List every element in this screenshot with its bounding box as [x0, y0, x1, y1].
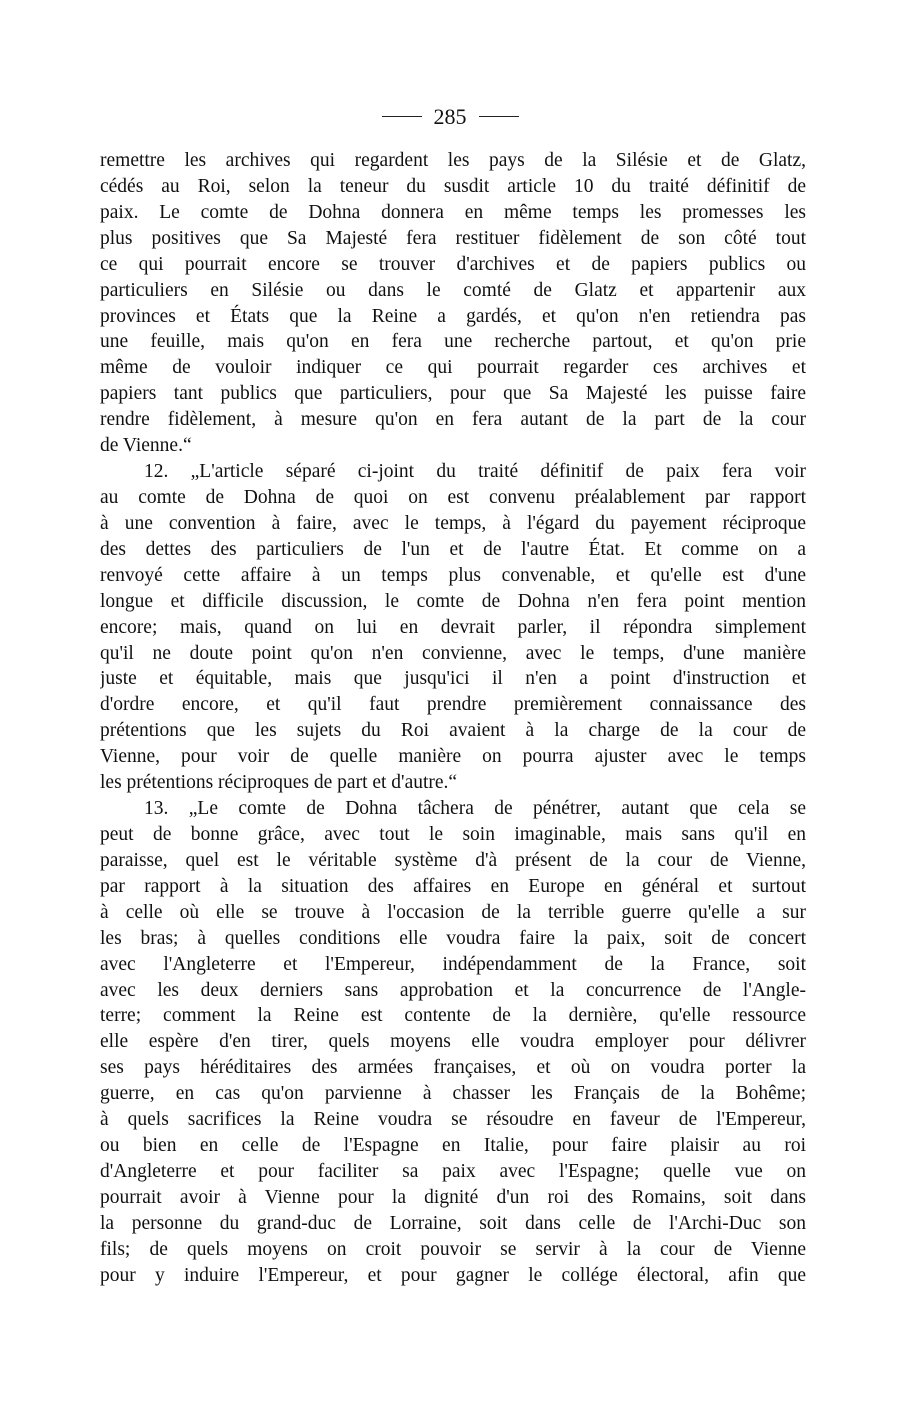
- text-line: particuliers en Silésie ou dans le comté de Glatz et appartenir aux: [100, 279, 806, 301]
- text-line: une feuille, mais qu'on en fera une recherche partout, et qu'on prie: [100, 331, 806, 353]
- page-header: [0, 100, 900, 130]
- text-line: pour y induire l'Empereur, et pour gagner le collége électoral, afin que: [100, 1264, 806, 1286]
- text-line: pourrait avoir à Vienne pour la dignité d'un roi des Romains, soit dans: [100, 1186, 806, 1208]
- text-line: par rapport à la situation des affaires en Europe en général et surtout: [100, 875, 806, 897]
- text-line: guerre, en cas qu'on parvienne à chasser les Français de la Bohême;: [100, 1083, 806, 1105]
- text-line: peut de bonne grâce, avec tout le soin imaginable, mais sans qu'il en: [100, 823, 806, 845]
- text-line: remettre les archives qui regardent les pays de la Silésie et de Glatz,: [100, 150, 806, 171]
- text-line: ou bien en celle de l'Espagne en Italie, pour faire plaisir au roi: [100, 1135, 806, 1157]
- text-line: qu'il ne doute point qu'on n'en convienne, avec le temps, d'une manière: [100, 642, 806, 664]
- text-line: prétentions que les sujets du Roi avaient à la charge de la cour de: [100, 720, 806, 742]
- page-number: 285: [433, 103, 467, 129]
- text-line: paraisse, quel est le véritable système d'à présent de la cour de Vienne,: [100, 849, 806, 871]
- text-line: d'Angleterre et pour faciliter sa paix avec l'Espagne; quelle vue on: [100, 1160, 806, 1182]
- text-line: d'ordre encore, et qu'il faut prendre premièrement connaissance des: [100, 694, 806, 716]
- text-line: les prétentions réciproques de part et d'autre.“: [100, 772, 458, 794]
- text-line: longue et difficile discussion, le comte de Dohna n'en fera point mention: [100, 590, 806, 612]
- text-line: papiers tant publics que particuliers, pour que Sa Majesté les puisse faire: [100, 383, 806, 405]
- text-line: provinces et États que la Reine a gardés, et qu'on n'en retiendra pas: [100, 305, 806, 327]
- text-line: avec les deux derniers sans approbation et la concurrence de l'Angle-: [100, 979, 806, 1001]
- text-line: renvoyé cette affaire à un temps plus convenable, et qu'elle est d'une: [100, 564, 806, 586]
- text-line: avec l'Angleterre et l'Empereur, indépendamment de la France, soit: [100, 953, 806, 975]
- text-line: des dettes des particuliers de l'un et de l'autre État. Et comme on a: [100, 538, 806, 560]
- text-line: les bras; à quelles conditions elle voudra faire la paix, soit de concert: [100, 927, 806, 949]
- text-line: au comte de Dohna de quoi on est convenu préalablement par rapport: [100, 486, 806, 508]
- body-text: [100, 148, 806, 1289]
- header-dash-left: [382, 116, 422, 117]
- text-line: elle espère d'en tirer, quels moyens elle voudra employer pour délivrer: [100, 1031, 806, 1053]
- text-line: 12. „L'article séparé ci-joint du traité définitif de paix fera voir: [144, 461, 806, 483]
- text-line: juste et équitable, mais que jusqu'ici il n'en a point d'instruction et: [100, 668, 806, 690]
- text-line: même de vouloir indiquer ce qui pourrait regarder ces archives et: [100, 357, 806, 379]
- text-line: paix. Le comte de Dohna donnera en même temps les promesses les: [100, 201, 806, 223]
- text-line: terre; comment la Reine est contente de la dernière, qu'elle ressource: [100, 1005, 806, 1027]
- header-dash-right: [479, 116, 519, 117]
- text-line: à quels sacrifices la Reine voudra se résoudre en faveur de l'Empereur,: [100, 1109, 806, 1131]
- text-line: ce qui pourrait encore se trouver d'archives et de papiers publics ou: [100, 253, 806, 275]
- text-line: ses pays héréditaires des armées françaises, et où on voudra porter la: [100, 1057, 806, 1079]
- text-line: rendre fidèlement, à mesure qu'on en fera autant de la part de la cour: [100, 409, 806, 431]
- text-line: à une convention à faire, avec le temps, à l'égard du payement réciproque: [100, 512, 806, 534]
- text-line: à celle où elle se trouve à l'occasion de la terrible guerre qu'elle a sur: [100, 901, 806, 923]
- text-line: cédés au Roi, selon la teneur du susdit article 10 du traité définitif de: [100, 175, 806, 197]
- text-line: Vienne, pour voir de quelle manière on pourra ajuster avec le temps: [100, 746, 806, 768]
- text-line: plus positives que Sa Majesté fera restituer fidèlement de son côté tout: [100, 227, 806, 249]
- text-line: la personne du grand-duc de Lorraine, soit dans celle de l'Archi-Duc son: [100, 1212, 806, 1234]
- text-line: fils; de quels moyens on croit pouvoir se servir à la cour de Vienne: [100, 1238, 806, 1260]
- text-line: de Vienne.“: [100, 435, 192, 457]
- text-line: encore; mais, quand on lui en devrait parler, il répondra simplement: [100, 616, 806, 638]
- text-line: 13. „Le comte de Dohna tâchera de pénétrer, autant que cela se: [144, 798, 806, 820]
